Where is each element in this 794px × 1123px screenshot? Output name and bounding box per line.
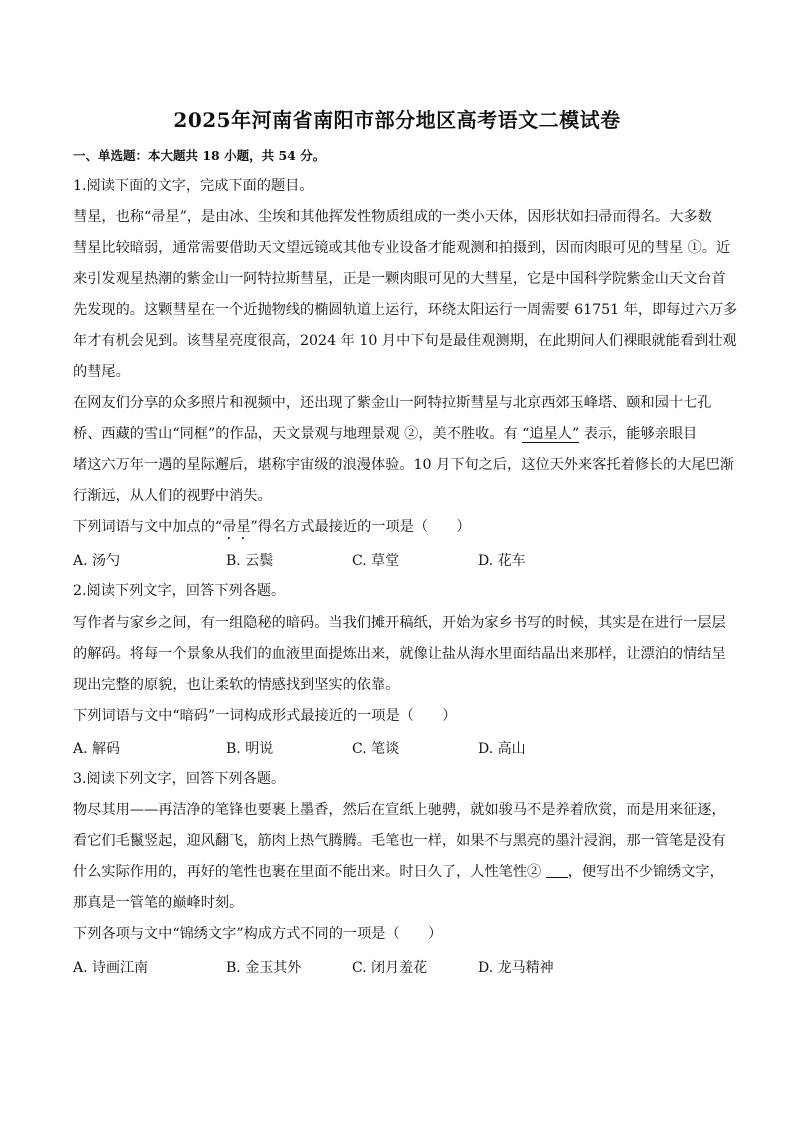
q1-p2-text: 桥、西藏的雪山“同框”的作品，天文景观与地理景观 ②，美不胜收。有	[73, 426, 523, 442]
q1-p1-line: 的彗尾。	[73, 364, 130, 380]
q3-stem: 3.阅读下列文字，回答下列各题。	[73, 771, 286, 787]
q1-p2-line	[73, 424, 697, 444]
q1-p1-line: 彗星，也称“帚星”，是由冰、尘埃和其他挥发性物质组成的一类小天体，因形状如扫帚而得名。大多数	[73, 209, 712, 225]
q2-option-b[interactable]: B. 明说	[226, 741, 274, 757]
q3-option-a[interactable]: A. 诗画江南	[73, 960, 149, 976]
q3-option-d[interactable]: D. 龙马精神	[478, 960, 554, 976]
q1-question-text: 下列词语与文中加点的“	[73, 519, 223, 535]
q2-stem: 2.阅读下列文字，回答下列各题。	[73, 583, 286, 599]
q1-question	[73, 517, 471, 543]
q3-line	[73, 862, 724, 882]
q2-line: 现出完整的原貌，也让柔软的情感找到坚实的依靠。	[73, 677, 400, 693]
q1-p1-line: 彗星比较暗弱，通常需要借助天文望远镜或其他专业设备才能观测和拍摄到，因而肉眼可见的彗星 ①。近	[73, 240, 731, 256]
q1-question-text: ”得名方式最接近的一项是（ ）	[250, 519, 471, 535]
q2-line: 写作者与家乡之间，有一组隐秘的暗码。当我们摊开稿纸，开始为家乡书写的时候，其实是在进行一层层	[73, 615, 726, 631]
q1-p2-line: 行渐远，从人们的视野中消失。	[73, 488, 272, 504]
q1-option-c[interactable]: C. 草堂	[352, 553, 400, 569]
dotted-word: 帚星	[222, 519, 251, 535]
q1-option-a[interactable]: A. 汤勺	[73, 553, 121, 569]
q2-option-d[interactable]: D. 高山	[478, 741, 526, 757]
q3-text: ，便写出不少锦绣文字，	[567, 864, 724, 880]
section-heading: 一、单选题：本大题共 18 小题，共 54 分。	[73, 148, 326, 163]
q3-option-c[interactable]: C. 闭月羞花	[352, 960, 428, 976]
page-title: 2025年河南省南阳市部分地区高考语文二模试卷	[173, 108, 621, 132]
q1-p1-line: 先发现的。这颗彗星在一个近抛物线的椭圆轨道上运行，环绕太阳运行一周需要 61751 年，即每过六万多	[73, 302, 738, 318]
q2-option-c[interactable]: C. 笔谈	[352, 741, 400, 757]
q3-line: 看它们毛鬣竖起，迎风翻飞，筋肉上热气腾腾。毛笔也一样，如果不与黑亮的墨汁浸润，那一管笔是没有	[73, 833, 726, 849]
q3-option-b[interactable]: B. 金玉其外	[226, 960, 302, 976]
q1-p1-line: 来引发观星热潮的紫金山一阿特拉斯彗星，正是一颗肉眼可见的大彗星，它是中国科学院紫金山天文台首	[73, 271, 726, 287]
q1-p2-line: 在网友们分享的众多照片和视频中，还出现了紫金山一阿特拉斯彗星与北京西郊玉峰塔、颐和园十七孔	[73, 395, 712, 411]
q3-text: 什么实际作用的，再好的笔性也裹在里面不能出来。时日久了，人性笔性②	[73, 864, 542, 880]
q3-line: 物尽其用——再洁净的笔锋也要裹上墨香，然后在宣纸上驰骋，就如骏马不是养着欣赏，而是用来征逐，	[73, 802, 726, 818]
q1-p1-line: 年才有机会见到。该彗星亮度很高，2024 年 10 月中下旬是最佳观测期，在此期间人们裸眼就能看到壮观	[73, 333, 737, 349]
q1-p2-text: 表示，能够亲眼目	[579, 426, 698, 442]
underlined-phrase: “追星人”	[522, 426, 580, 442]
q3-line: 那真是一管笔的巅峰时刻。	[73, 895, 244, 911]
q1-p2-line: 堵这六万年一遇的星际邂后，堪称宇宙级的浪漫体验。10 月下旬之后，这位天外来客托着修长的大尾巴渐	[73, 457, 735, 473]
q1-option-b[interactable]: B. 云鬓	[226, 553, 274, 569]
q2-question: 下列词语与文中“暗码”一词构成形式最接近的一项是（ ）	[73, 708, 457, 724]
q2-line: 的解码。将每一个景象从我们的血液里面提炼出来，就像让盐从海水里面结晶出来那样，让漂泊的情结呈	[73, 646, 726, 662]
q3-question: 下列各项与文中“锦绣文字”构成方式不同的一项是（ ）	[73, 926, 443, 942]
q1-option-d[interactable]: D. 花车	[478, 553, 526, 569]
q1-stem: 1.阅读下面的文字，完成下面的题目。	[73, 178, 314, 194]
fill-in-blank[interactable]	[546, 863, 568, 878]
q2-option-a[interactable]: A. 解码	[73, 741, 121, 757]
